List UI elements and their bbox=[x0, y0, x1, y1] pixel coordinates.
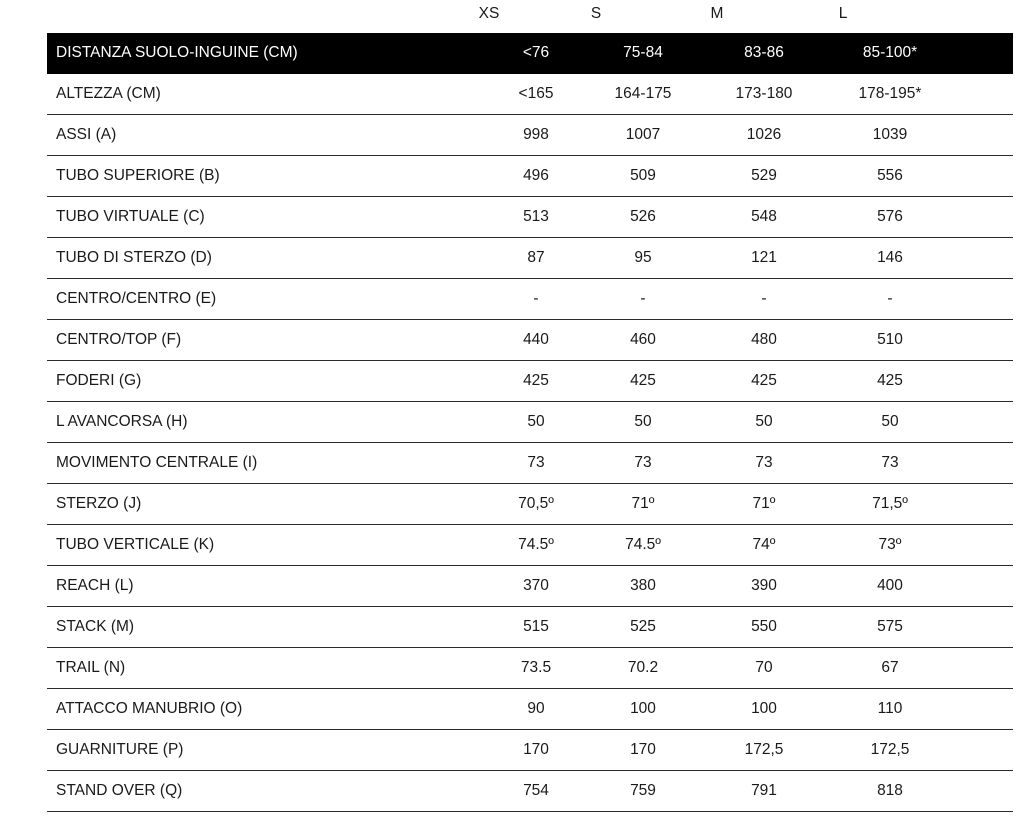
size-header-xs: XS bbox=[478, 5, 500, 22]
row-value-m: 173-180 bbox=[735, 85, 793, 102]
row-value-m: 74º bbox=[752, 536, 776, 553]
row-value-s: 1007 bbox=[625, 126, 661, 143]
row-label: DISTANZA SUOLO-INGUINE (CM) bbox=[56, 44, 298, 61]
table-row bbox=[47, 443, 1013, 484]
row-value-m: - bbox=[761, 290, 767, 307]
row-value-s: 71º bbox=[631, 495, 655, 512]
row-value-l: 172,5 bbox=[870, 741, 910, 758]
row-value-xs: - bbox=[533, 290, 539, 307]
table-row bbox=[47, 648, 1013, 689]
row-value-l: 575 bbox=[877, 618, 903, 635]
geometry-spec-table bbox=[47, 33, 1013, 812]
row-value-xs: 998 bbox=[523, 126, 549, 143]
row-value-xs: 754 bbox=[523, 782, 549, 799]
row-value-s: 525 bbox=[630, 618, 656, 635]
row-value-xs: 90 bbox=[527, 700, 545, 717]
row-value-m: 548 bbox=[751, 208, 777, 225]
row-value-m: 70 bbox=[755, 659, 773, 676]
size-header-l: L bbox=[838, 5, 848, 22]
size-header-s: S bbox=[590, 5, 602, 22]
row-label: STAND OVER (Q) bbox=[56, 782, 183, 799]
row-value-l: 73 bbox=[881, 454, 899, 471]
row-value-m: 390 bbox=[751, 577, 777, 594]
row-value-xs: 73 bbox=[527, 454, 545, 471]
row-value-m: 1026 bbox=[746, 126, 782, 143]
row-value-s: - bbox=[640, 290, 646, 307]
table-row bbox=[47, 156, 1013, 197]
row-label: TUBO VIRTUALE (C) bbox=[56, 208, 205, 225]
row-value-s: 425 bbox=[630, 372, 656, 389]
table-row bbox=[47, 197, 1013, 238]
row-value-s: 75-84 bbox=[623, 44, 663, 61]
row-value-m: 172,5 bbox=[744, 741, 784, 758]
row-label: ASSI (A) bbox=[56, 126, 117, 143]
size-header-row bbox=[0, 0, 1024, 32]
table-row bbox=[47, 771, 1013, 812]
table-row bbox=[47, 115, 1013, 156]
row-label: CENTRO/CENTRO (E) bbox=[56, 290, 217, 307]
row-value-xs: 50 bbox=[527, 413, 545, 430]
table-row-highlight bbox=[47, 33, 1013, 74]
row-value-xs: <165 bbox=[518, 85, 554, 102]
row-value-s: 164-175 bbox=[614, 85, 672, 102]
row-value-l: 556 bbox=[877, 167, 903, 184]
row-value-xs: <76 bbox=[522, 44, 550, 61]
table-row bbox=[47, 525, 1013, 566]
row-value-l: 818 bbox=[877, 782, 903, 799]
row-value-m: 83-86 bbox=[744, 44, 784, 61]
row-label: ALTEZZA (CM) bbox=[56, 85, 161, 102]
row-value-m: 529 bbox=[751, 167, 777, 184]
row-value-l: 71,5º bbox=[872, 495, 908, 512]
row-value-m: 121 bbox=[751, 249, 777, 266]
row-value-l: 67 bbox=[881, 659, 899, 676]
table-row bbox=[47, 238, 1013, 279]
row-value-xs: 440 bbox=[523, 331, 549, 348]
row-value-l: 73º bbox=[878, 536, 902, 553]
row-value-l: 425 bbox=[877, 372, 903, 389]
row-value-m: 73 bbox=[755, 454, 773, 471]
row-label: ATTACCO MANUBRIO (O) bbox=[56, 700, 243, 717]
row-value-l: 178-195* bbox=[858, 85, 922, 102]
row-value-l: 50 bbox=[881, 413, 899, 430]
row-value-s: 460 bbox=[630, 331, 656, 348]
table-row bbox=[47, 279, 1013, 320]
row-label: TUBO DI STERZO (D) bbox=[56, 249, 212, 266]
row-value-m: 480 bbox=[751, 331, 777, 348]
row-label: STACK (M) bbox=[56, 618, 135, 635]
row-value-xs: 515 bbox=[523, 618, 549, 635]
table-row bbox=[47, 566, 1013, 607]
row-label: FODERI (G) bbox=[56, 372, 142, 389]
row-value-s: 380 bbox=[630, 577, 656, 594]
row-value-l: - bbox=[887, 290, 893, 307]
row-value-xs: 74.5º bbox=[518, 536, 554, 553]
row-value-xs: 425 bbox=[523, 372, 549, 389]
table-row bbox=[47, 402, 1013, 443]
row-value-s: 74.5º bbox=[625, 536, 661, 553]
row-label: MOVIMENTO CENTRALE (I) bbox=[56, 454, 258, 471]
table-row bbox=[47, 320, 1013, 361]
row-label: TRAIL (N) bbox=[56, 659, 126, 676]
row-value-l: 400 bbox=[877, 577, 903, 594]
row-value-s: 50 bbox=[634, 413, 652, 430]
table-row bbox=[47, 607, 1013, 648]
row-label: STERZO (J) bbox=[56, 495, 142, 512]
row-value-xs: 370 bbox=[523, 577, 549, 594]
row-value-m: 425 bbox=[751, 372, 777, 389]
row-value-s: 100 bbox=[630, 700, 656, 717]
row-value-m: 100 bbox=[751, 700, 777, 717]
row-value-l: 1039 bbox=[872, 126, 908, 143]
row-value-s: 170 bbox=[630, 741, 656, 758]
row-value-m: 791 bbox=[751, 782, 777, 799]
row-value-m: 550 bbox=[751, 618, 777, 635]
row-value-l: 510 bbox=[877, 331, 903, 348]
row-value-m: 71º bbox=[752, 495, 776, 512]
row-value-xs: 513 bbox=[523, 208, 549, 225]
row-value-xs: 70,5º bbox=[518, 495, 554, 512]
row-value-xs: 73.5 bbox=[520, 659, 552, 676]
row-label: TUBO VERTICALE (K) bbox=[56, 536, 215, 553]
table-row bbox=[47, 484, 1013, 525]
row-value-l: 110 bbox=[877, 700, 903, 717]
row-label: TUBO SUPERIORE (B) bbox=[56, 167, 220, 184]
row-value-s: 73 bbox=[634, 454, 652, 471]
row-value-xs: 496 bbox=[523, 167, 549, 184]
row-value-xs: 87 bbox=[527, 249, 545, 266]
row-value-s: 759 bbox=[630, 782, 656, 799]
row-value-s: 509 bbox=[630, 167, 656, 184]
row-label: CENTRO/TOP (F) bbox=[56, 331, 182, 348]
row-value-s: 526 bbox=[630, 208, 656, 225]
row-label: GUARNITURE (P) bbox=[56, 741, 184, 758]
size-header-m: M bbox=[710, 5, 724, 22]
row-value-m: 50 bbox=[755, 413, 773, 430]
row-value-xs: 170 bbox=[523, 741, 549, 758]
row-label: REACH (L) bbox=[56, 577, 134, 594]
row-value-s: 70.2 bbox=[627, 659, 659, 676]
row-label: L AVANCORSA (H) bbox=[56, 413, 188, 430]
row-value-s: 95 bbox=[634, 249, 652, 266]
table-row bbox=[47, 74, 1013, 115]
table-row bbox=[47, 689, 1013, 730]
row-value-l: 85-100* bbox=[862, 44, 918, 61]
row-value-l: 576 bbox=[877, 208, 903, 225]
table-row bbox=[47, 730, 1013, 771]
row-value-l: 146 bbox=[877, 249, 903, 266]
table-row bbox=[47, 361, 1013, 402]
